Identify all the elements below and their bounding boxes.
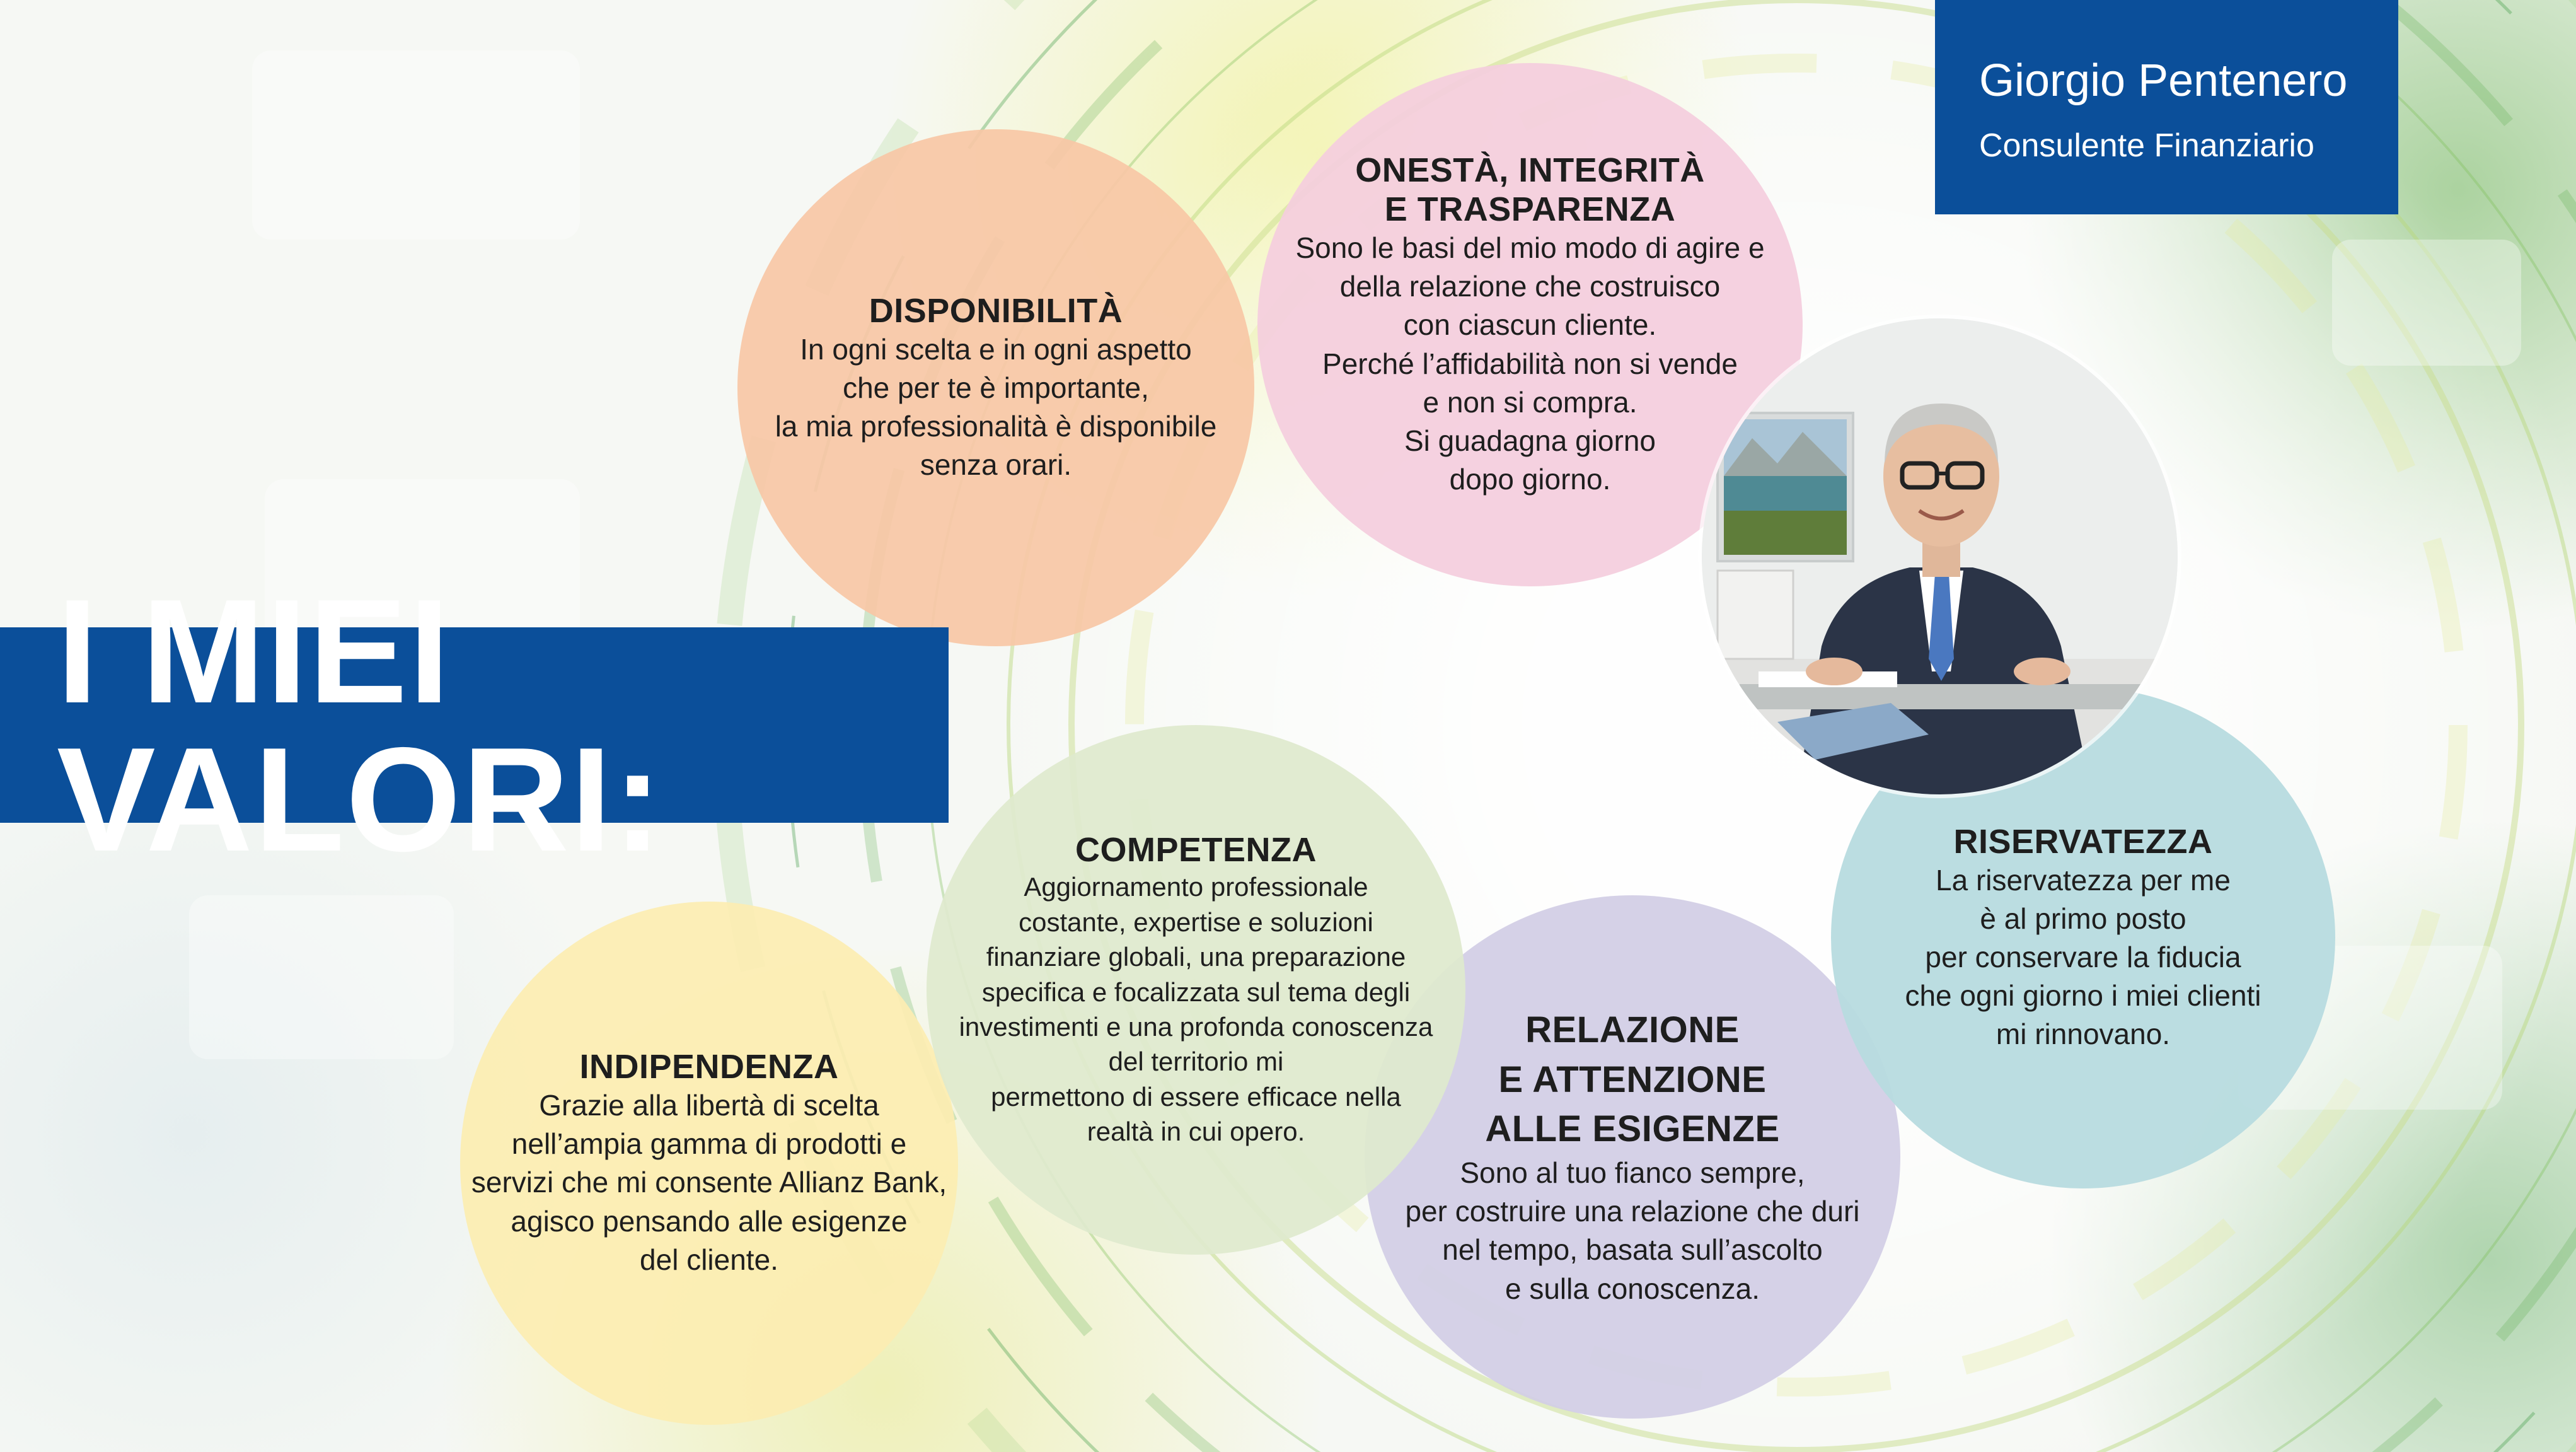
value-text: Sono le basi del mio modo di agire e della relazione che costruisco con ciascun cliente. Perché l’affidabilità non si vende e non si compra. Si guadagna giorno dopo giorno. — [1295, 231, 1765, 496]
advisor-header — [1935, 0, 2398, 214]
value-text: In ogni scelta e in ogni aspetto che per te è importante, la mia professionalità è disponibile senza orari. — [775, 332, 1217, 482]
value-title: ONESTÀ, INTEGRITÀ E TRASPARENZA — [1355, 151, 1705, 228]
advisor-role: Consulente Finanziario — [1979, 127, 2314, 165]
value-title: RISERVATEZZA — [1953, 822, 2213, 861]
value-title: RELAZIONE E ATTENZIONE ALLE ESIGENZE — [1485, 1009, 1780, 1149]
advisor-portrait-icon — [1702, 318, 2178, 794]
value-title: DISPONIBILITÀ — [869, 291, 1123, 330]
value-title: INDIPENDENZA — [579, 1048, 839, 1086]
value-competenza — [927, 725, 1465, 1255]
value-text: Aggiornamento professionale costante, expertise e soluzioni finanziare globali, una preparazione specifica e focalizzata sul tema degli investimenti e una profonda conoscenza del territorio mi permettono di essere efficace nella realtà in cui opero. — [959, 872, 1433, 1147]
value-text: Sono al tuo fianco sempre, per costruire una relazione che duri nel tempo, basata sull’ascolto e sulla conoscenza. — [1405, 1156, 1860, 1305]
page-title-bar — [0, 568, 949, 882]
value-text: Grazie alla libertà di scelta nell’ampia gamma di prodotti e servizi che mi consente Allianz Bank, agisco pensando alle esigenze del cliente. — [471, 1089, 947, 1276]
value-text: La riservatezza per me è al primo posto per conservare la fiducia che ogni giorno i miei clienti mi rinnovano. — [1905, 863, 2261, 1051]
value-indipendenza — [460, 902, 958, 1425]
value-title: COMPETENZA — [1075, 831, 1317, 869]
advisor-photo — [1702, 318, 2178, 794]
value-disponibilita — [737, 129, 1254, 646]
page-title: I MIEI VALORI: — [57, 568, 664, 882]
advisor-name: Giorgio Pentenero — [1979, 55, 2348, 106]
